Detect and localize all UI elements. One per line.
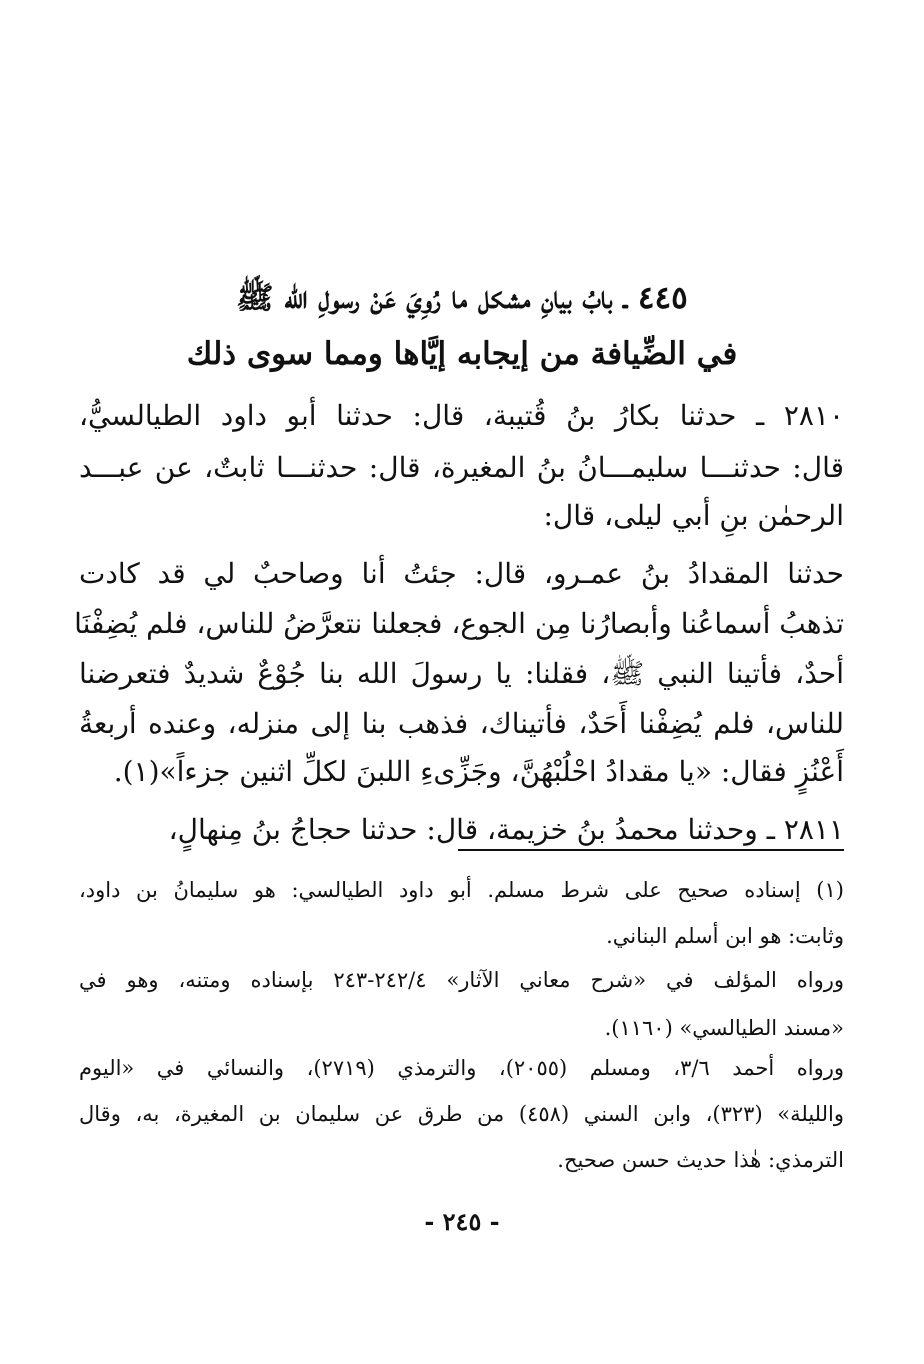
footnote-line-1: (١) إسناده صحيح على شرط مسلم. أبو داود الطيالسي: هو سليمانُ بن داود، xyxy=(79,878,844,902)
hadith-2810-line-7: للناس، فلم يُضِفْنا أَحَدٌ، فأتيناك، فذهب بنا إلى منزله، وعنده أربعةُ xyxy=(79,707,845,740)
hadith-2810-line-6: أحدٌ، فأتينا النبي ﷺ، فقلنا: يا رسولَ الله بنا جُوْعٌ شديدٌ فتعرضنا xyxy=(79,657,844,690)
hadith-2810-line-1: ٢٨١٠ ـ حدثنا بكارُ بنُ قُتيبة، قال: حدثنا أبو داود الطيالسيُّ، xyxy=(79,399,844,432)
footnote-separator xyxy=(458,849,844,851)
hadith-2811-line-1: ٢٨١١ ـ وحدثنا محمدُ بنُ خزيمة، قال: حدثنا حجاجُ بنُ مِنهالٍ، xyxy=(168,813,844,846)
footnote-line-2: وثابت: هو ابن أسلم البناني. xyxy=(606,924,844,948)
footnote-line-4: «مسند الطيالسي» (١١٦٠). xyxy=(604,1016,844,1040)
footnote-line-6: والليلة» (٣٢٣)، وابن السني (٤٥٨) من طرق عن سليمان بن المغيرة، به، وقال xyxy=(79,1102,845,1126)
footnote-line-3: ورواه المؤلف في «شرح معاني الآثار» ٢٤٢/٤-٢٤٣ بإسناده ومتنه، وهو في xyxy=(79,968,845,992)
hadith-2810-line-3: الرحمٰن بنِ أبي ليلى، قال: xyxy=(543,499,844,532)
chapter-heading-line-1: ٤٤٥ ـ بابُ بيانِ مشكل ما رُوِيَ عَنْ رسولِ الله ﷺ xyxy=(236,280,688,316)
page-number: - ٢٤٥ - xyxy=(424,1207,500,1236)
hadith-2810-line-4: حدثنا المقدادُ بنُ عمـرو، قال: جئتُ أنا وصاحبٌ لي قد كادت xyxy=(79,557,844,590)
hadith-2810-line-8: أَعْنُزٍ فقال: «يا مقدادُ احْلُبْهُنَّ، وجَزِّىءِ اللبنَ لكلِّ اثنين جزءاً»(١). xyxy=(113,755,844,788)
chapter-heading-line-2: في الضِّيافة من إيجابه إيَّاها ومما سوى ذلك xyxy=(186,336,738,372)
hadith-2810-line-5: تذهبُ أسماعُنا وأبصارُنا مِن الجوع، فجعلنا نتعرَّضُ للناس، فلم يُضِفْنَا xyxy=(74,607,844,640)
footnote-line-5: ورواه أحمد ٣/٦، ومسلم (٢٠٥٥)، والترمذي (٢٧١٩)، والنسائي في «اليوم xyxy=(79,1056,845,1080)
footnote-line-7: الترمذي: هٰذا حديث حسن صحيح. xyxy=(557,1148,844,1172)
hadith-2810-line-2: قال: حدثنـــا سليمـــانُ بنُ المغيرة، قال: حدثنـــا ثابتٌ، عن عبـــد xyxy=(79,451,844,484)
